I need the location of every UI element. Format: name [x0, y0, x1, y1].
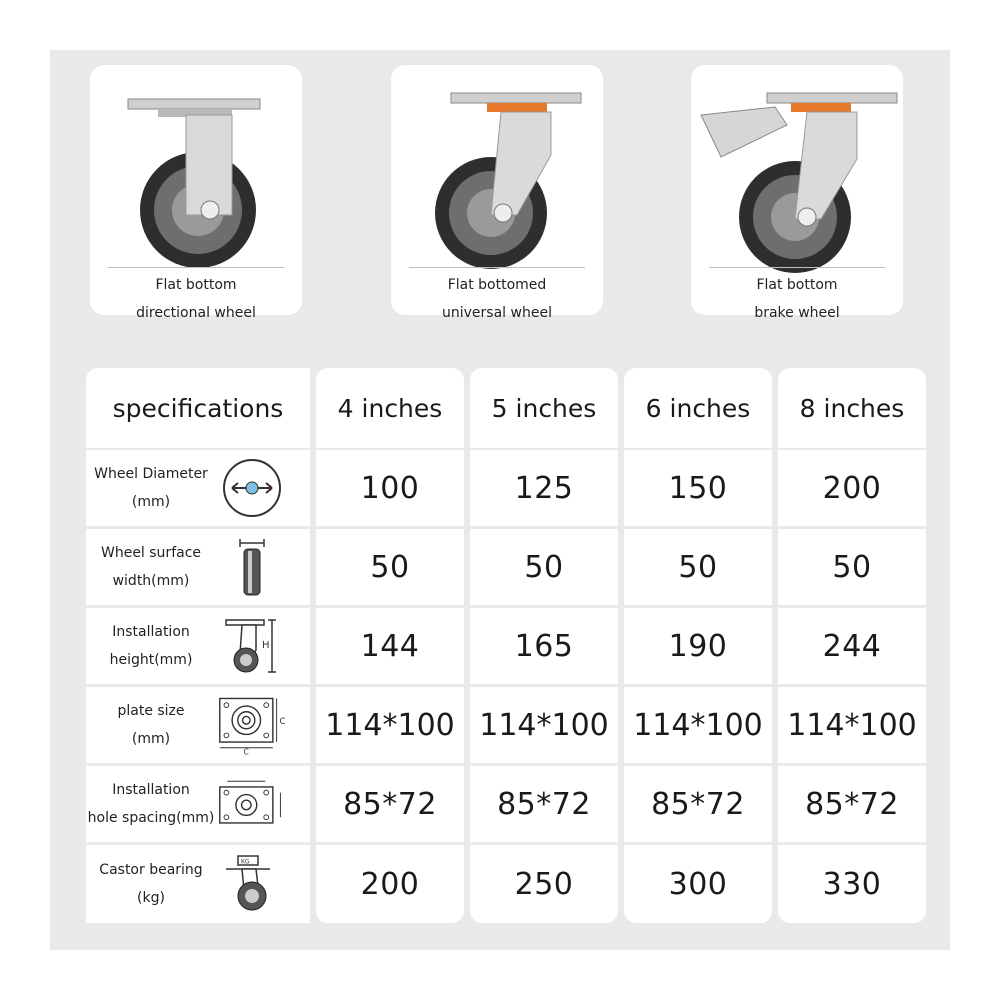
- value-cell: [624, 608, 772, 684]
- value-text: 300: [668, 866, 728, 902]
- wheel-width-icon: [216, 532, 288, 602]
- value-text: 190: [668, 628, 728, 664]
- column-header-4in: [316, 368, 464, 448]
- column-header-8in: [778, 368, 926, 448]
- row-header-wheel-width: [86, 529, 310, 605]
- column-header-5in: [470, 368, 618, 448]
- row-label-line-1: Installation: [112, 624, 190, 640]
- row-label-line-1: Castor bearing: [99, 862, 203, 878]
- caption-line-2: directional wheel: [136, 305, 256, 321]
- row-label-line-2: height(mm): [109, 652, 193, 668]
- row-header-wheel-diameter: [86, 450, 310, 526]
- row-label: [86, 776, 216, 832]
- value-cell: [316, 450, 464, 526]
- caption-line-2: brake wheel: [754, 305, 840, 321]
- row-label-line-2: hole spacing(mm): [87, 810, 215, 826]
- product-caption: [691, 271, 903, 327]
- spec-header-cell: [86, 368, 310, 448]
- value-cell: [316, 529, 464, 605]
- caption-divider: [108, 267, 284, 268]
- row-label: [86, 618, 216, 674]
- value-text: 114*100: [479, 707, 609, 743]
- hole-spacing-icon: [216, 769, 288, 839]
- row-label: [86, 856, 216, 912]
- height-mark-text: H: [262, 640, 270, 651]
- value-cell: [470, 450, 618, 526]
- column-header-label: 4 inches: [337, 393, 443, 423]
- column-header-label: 5 inches: [491, 393, 597, 423]
- value-text: 85*72: [497, 786, 591, 822]
- plate-size-icon: [216, 690, 288, 760]
- plate-side-text: C: [279, 717, 286, 728]
- value-cell: [470, 687, 618, 763]
- row-label: [86, 460, 216, 516]
- value-cell: [778, 845, 926, 923]
- value-text: 85*72: [805, 786, 899, 822]
- value-text: 200: [822, 470, 882, 506]
- row-label-line-1: plate size: [117, 703, 185, 719]
- weight-mark-text: KG: [241, 858, 250, 866]
- value-cell: [316, 845, 464, 923]
- value-cell: [624, 845, 772, 923]
- installation-height-icon: [216, 611, 288, 681]
- value-cell: [316, 766, 464, 842]
- product-card-directional: [90, 65, 302, 321]
- value-text: 125: [514, 470, 574, 506]
- value-cell: [778, 608, 926, 684]
- brake-wheel-image: [691, 65, 903, 277]
- value-cell: [624, 766, 772, 842]
- row-label: [86, 697, 216, 753]
- value-text: 150: [668, 470, 728, 506]
- row-header-castor-bearing: [86, 845, 310, 923]
- product-card-brake: [691, 65, 903, 321]
- value-text: 244: [822, 628, 882, 664]
- value-cell: [778, 687, 926, 763]
- value-text: 50: [832, 549, 872, 585]
- column-header-6in: [624, 368, 772, 448]
- value-text: 50: [524, 549, 564, 585]
- value-cell: [470, 766, 618, 842]
- value-text: 330: [822, 866, 882, 902]
- row-label-line-2: (mm): [131, 494, 171, 510]
- value-cell: [624, 529, 772, 605]
- column-header-label: 6 inches: [645, 393, 751, 423]
- value-text: 100: [360, 470, 420, 506]
- caption-line-1: Flat bottom: [756, 277, 838, 293]
- value-cell: [778, 450, 926, 526]
- value-text: 50: [678, 549, 718, 585]
- caption-line-2: universal wheel: [442, 305, 552, 321]
- row-label-line-1: Installation: [112, 782, 190, 798]
- value-cell: [778, 529, 926, 605]
- value-text: 165: [514, 628, 574, 664]
- row-label-line-2: (mm): [131, 731, 171, 747]
- value-text: 114*100: [633, 707, 763, 743]
- value-cell: [316, 687, 464, 763]
- value-text: 114*100: [787, 707, 917, 743]
- directional-wheel-image: [90, 65, 302, 277]
- value-text: 250: [514, 866, 574, 902]
- row-header-plate-size: [86, 687, 310, 763]
- column-header-label: 8 inches: [799, 393, 905, 423]
- value-cell: [624, 450, 772, 526]
- value-text: 114*100: [325, 707, 455, 743]
- plate-bottom-text: C: [243, 747, 249, 757]
- row-label: [86, 539, 216, 595]
- value-cell: [470, 529, 618, 605]
- product-card-universal: [391, 65, 603, 321]
- value-text: 200: [360, 866, 420, 902]
- caption-divider: [409, 267, 585, 268]
- caption-line-1: Flat bottomed: [447, 277, 547, 293]
- caption-divider: [709, 267, 885, 268]
- value-text: 85*72: [343, 786, 437, 822]
- wheel-diameter-icon: [216, 453, 288, 523]
- value-cell: [624, 687, 772, 763]
- value-cell: [470, 845, 618, 923]
- value-cell: [778, 766, 926, 842]
- row-label-line-1: Wheel surface: [100, 545, 202, 561]
- row-header-hole-spacing: [86, 766, 310, 842]
- value-text: 144: [360, 628, 420, 664]
- value-text: 85*72: [651, 786, 745, 822]
- product-caption: [90, 271, 302, 327]
- row-header-installation-height: [86, 608, 310, 684]
- value-cell: [316, 608, 464, 684]
- product-caption: [391, 271, 603, 327]
- universal-wheel-image: [391, 65, 603, 277]
- specifications-heading: specifications: [112, 393, 284, 423]
- value-cell: [470, 608, 618, 684]
- row-label-line-1: Wheel Diameter: [94, 466, 208, 482]
- caption-line-1: Flat bottom: [155, 277, 237, 293]
- value-text: 50: [370, 549, 410, 585]
- row-label-line-2: width(mm): [112, 573, 190, 589]
- row-label-line-2: (kg): [137, 890, 165, 906]
- castor-bearing-icon: [216, 849, 288, 919]
